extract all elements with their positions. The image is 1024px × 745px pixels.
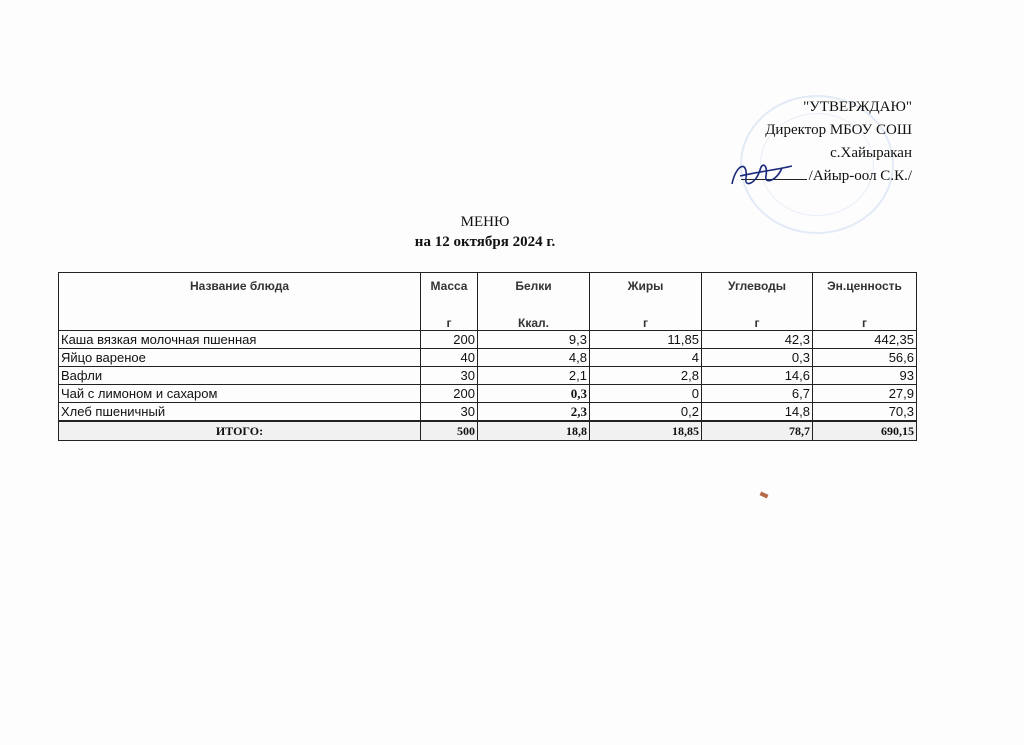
- approver-name: /Айыр-оол С.К./: [808, 168, 912, 184]
- dish-energy: 93: [813, 367, 917, 385]
- dish-name: Вафли: [59, 367, 421, 385]
- dish-mass: 30: [421, 403, 478, 422]
- approver-position: Директор МБОУ СОШ: [765, 122, 912, 138]
- paper-speck: [760, 491, 769, 498]
- unit-mass: г: [421, 306, 478, 331]
- units-row: [59, 306, 917, 331]
- total-fat: 18,85: [590, 421, 702, 441]
- dish-mass: 200: [421, 385, 478, 403]
- document-title: [330, 212, 640, 252]
- dish-fat: 4: [590, 349, 702, 367]
- dish-protein: 2,3: [478, 403, 590, 422]
- dish-name: Каша вязкая молочная пшенная: [59, 331, 421, 349]
- dish-carbs: 14,8: [702, 403, 813, 422]
- dish-mass: 40: [421, 349, 478, 367]
- dish-energy: 70,3: [813, 403, 917, 422]
- menu-title: МЕНЮ: [460, 214, 510, 230]
- unit-carbs: г: [702, 306, 813, 331]
- menu-table: [58, 272, 917, 441]
- dish-carbs: 42,3: [702, 331, 813, 349]
- table-row: [59, 385, 917, 403]
- unit-fat: г: [590, 306, 702, 331]
- approver-location: с.Хайыракан: [830, 145, 912, 161]
- dish-fat: 0: [590, 385, 702, 403]
- dish-name: Чай с лимоном и сахаром: [59, 385, 421, 403]
- dish-fat: 0,2: [590, 403, 702, 422]
- dish-mass: 30: [421, 367, 478, 385]
- header-row: [59, 273, 917, 307]
- dish-fat: 2,8: [590, 367, 702, 385]
- dish-protein: 9,3: [478, 331, 590, 349]
- table-row: [59, 403, 917, 422]
- total-energy: 690,15: [813, 421, 917, 441]
- header-energy: Эн.ценность: [813, 273, 917, 307]
- table-row: [59, 331, 917, 349]
- unit-energy: г: [813, 306, 917, 331]
- dish-name: Хлеб пшеничный: [59, 403, 421, 422]
- total-label: ИТОГО:: [59, 421, 421, 441]
- dish-mass: 200: [421, 331, 478, 349]
- dish-protein: 2,1: [478, 367, 590, 385]
- header-mass: Масса: [421, 273, 478, 307]
- dish-energy: 442,35: [813, 331, 917, 349]
- header-protein: Белки: [478, 273, 590, 307]
- unit-protein: Ккал.: [478, 306, 590, 331]
- dish-carbs: 14,6: [702, 367, 813, 385]
- dish-carbs: 6,7: [702, 385, 813, 403]
- header-fat: Жиры: [590, 273, 702, 307]
- table-row: [59, 367, 917, 385]
- dish-carbs: 0,3: [702, 349, 813, 367]
- dish-protein: 0,3: [478, 385, 590, 403]
- table-row: [59, 349, 917, 367]
- dish-protein: 4,8: [478, 349, 590, 367]
- header-carbs: Углеводы: [702, 273, 813, 307]
- total-row: [59, 421, 917, 441]
- total-mass: 500: [421, 421, 478, 441]
- dish-name: Яйцо вареное: [59, 349, 421, 367]
- approval-heading: "УТВЕРЖДАЮ": [803, 99, 912, 115]
- dish-energy: 56,6: [813, 349, 917, 367]
- total-carbs: 78,7: [702, 421, 813, 441]
- unit-dish-name: [59, 306, 421, 331]
- dish-energy: 27,9: [813, 385, 917, 403]
- total-protein: 18,8: [478, 421, 590, 441]
- dish-fat: 11,85: [590, 331, 702, 349]
- header-dish-name: Название блюда: [59, 273, 421, 307]
- handwritten-signature: [726, 154, 796, 192]
- menu-date: на 12 октября 2024 г.: [414, 234, 556, 250]
